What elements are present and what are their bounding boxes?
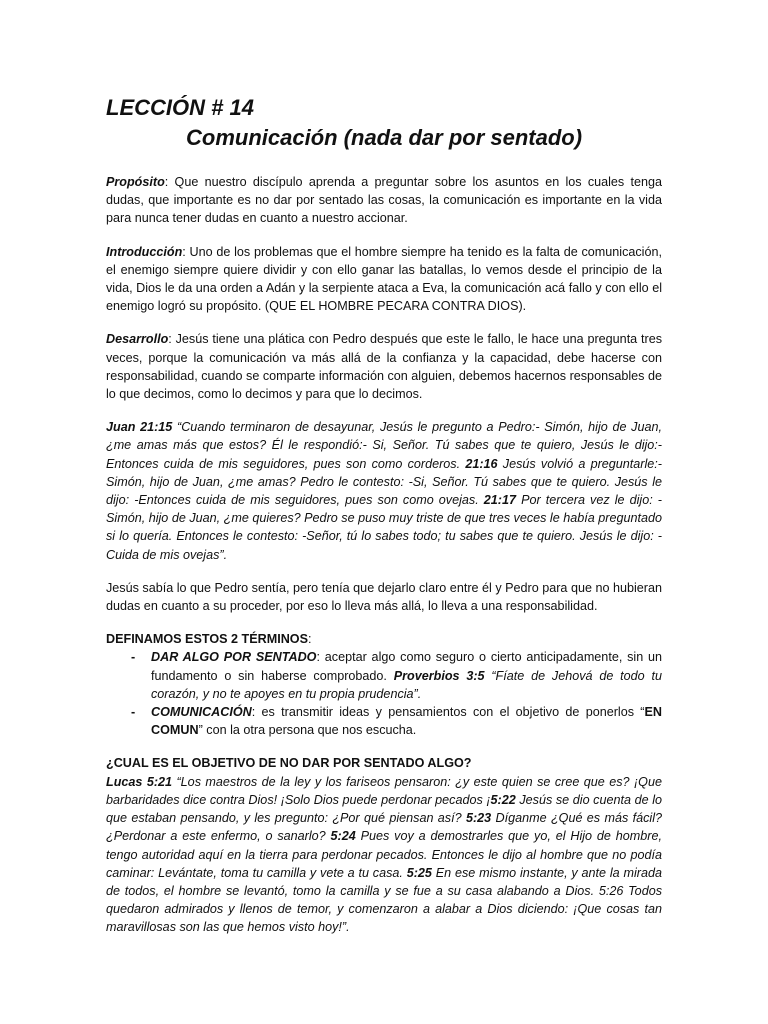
pedro-paragraph: Jesús sabía lo que Pedro sentía, pero tenía que dejarlo claro entre él y Pedro para que no hubieran dudas en cuanto a su proceder, por eso lo lleva más allá, lo lleva a una responsabilidad. xyxy=(106,580,662,614)
lucas-ref-5-22: 5:22 xyxy=(490,792,516,807)
term2-bold: EN COMUN xyxy=(151,705,662,738)
juan-text-2: Jesús volvió a preguntarle:- Simón, hijo de Juan, ¿me amas? Pedro le contesto: -Si, Señor. Tú sabes que te quiero. Jesús le dijo: -Entonces cuida de mis seguidores, pues son como ovejas. xyxy=(106,456,662,508)
proposito-paragraph xyxy=(106,173,662,228)
juan-text-3: Por tercera vez le dijo: -Simón, hijo de Juan, ¿me quieres? Pedro se puso muy triste de que tres veces le había preguntado si lo quería. Entonces le contesto: -Señor, tú lo sabes todo; tu sabes que te quiero. Jesús le dijo: -Cuida de mis ovejas”. xyxy=(106,493,662,562)
lucas-ref-5-23: 5:23 xyxy=(465,811,492,826)
terms-heading-text: DEFINAMOS ESTOS 2 TÉRMINOS xyxy=(106,632,308,647)
term1-text: : aceptar algo como seguro o cierto anticipadamente, sin un fundamento o sin haberse comprobado. xyxy=(151,650,662,683)
terms-list xyxy=(106,648,662,739)
term1-quote: “Fíate de Jehová de todo tu corazón, y no te apoyes en tu propia prudencia”. xyxy=(151,668,662,701)
term-comunicacion xyxy=(131,703,662,739)
term1-label: DAR ALGO POR SENTADO xyxy=(151,650,317,665)
juan-passage xyxy=(106,418,662,564)
term2-text: : es transmitir ideas y pensamientos con el objetivo de ponerlos “ xyxy=(251,705,645,720)
introduccion-paragraph xyxy=(106,243,662,316)
objetivo-heading: ¿CUAL ES EL OBJETIVO DE NO DAR POR SENTADO ALGO? xyxy=(106,756,472,771)
term2-label: COMUNICACIÓN xyxy=(151,705,252,720)
lucas-text-4: Pues voy a demostrarles que yo, el Hijo de hombre, tengo autoridad aquí en la tierra para perdonar pecados. Entonces le dijo al hombre que no podía caminar: Levántate, toma tu camilla y vete a tu casa. xyxy=(106,829,662,880)
terms-heading xyxy=(106,630,662,648)
lucas-text-3: Díganme ¿Qué es más fácil? ¿Perdonar a este enfermo, o sanarlo? xyxy=(106,811,662,844)
juan-ref-21-16: 21:16 xyxy=(465,456,498,471)
lucas-text-1: “Los maestros de la ley y los fariseos pensaron: ¿y este quien se cree que es? ¡Que barbaridades dice contra Dios! ¡Solo Dios puede perdonar pecados ¡ xyxy=(106,774,662,807)
introduccion-text: : Uno de los problemas que el hombre siempre ha tenido es la falta de comunicación, el enemigo siempre quiere dividir y con ello ganar las batallas, lo vemos desde el principio de la vida, Dios le da una orden a Adán y la serpiente ataca a Eva, la comunicación acá fallo y con ello el enemigo logró su propósito. (QUE EL HOMBRE PECARA CONTRA DIOS). xyxy=(106,244,662,314)
document-content xyxy=(106,93,662,937)
lucas-text-2: Jesús se dio cuenta de lo que estaban pensando, y les pregunto: ¿Por qué piensan así? xyxy=(106,792,662,826)
desarrollo-label: Desarrollo xyxy=(106,332,169,347)
lucas-text-5: En ese mismo instante, y ante la mirada de todos, el hombre se levantó, tomo la camilla y se fue a su casa alabando a Dios. 5:26 Todos quedaron admirados y llenos de temor, y comenzaron a alabar a Dios diciendo: ¡Que cosas tan maravillosas son las que hemos visto hoy!”. xyxy=(106,865,663,935)
terms-heading-colon: : xyxy=(308,632,312,647)
term1-ref: Proverbios 3:5 xyxy=(393,668,485,683)
lucas-ref-5-24: 5:24 xyxy=(330,829,356,844)
lucas-ref-5-25: 5:25 xyxy=(406,865,432,880)
term2-tail: ” con la otra persona que nos escucha. xyxy=(198,723,417,738)
juan-ref-21-17: 21:17 xyxy=(483,493,516,508)
term-dar-por-sentado xyxy=(131,648,662,703)
proposito-label: Propósito xyxy=(106,175,165,189)
juan-ref-21-15: Juan 21:15 xyxy=(106,420,173,435)
lucas-ref-5-21: Lucas 5:21 xyxy=(106,774,173,789)
desarrollo-text: : Jesús tiene una plática con Pedro después que este le fallo, le hace una pregunta tres veces, porque la comunicación va más allá de la confianza y la capacidad, debe hacerse con responsabilidad, cuando se comparte información con alguien, debemos hacernos responsables de lo que decimos, como lo decimos y para que lo decimos. xyxy=(106,332,662,402)
term-dash-2: - xyxy=(131,705,136,720)
juan-text-1: “Cuando terminaron de desayunar, Jesús le pregunto a Pedro:- Simón, hijo de Juan, ¿me amas más que estos? Él le respondió:- Si, Señor. Tú sabes que te quiero, Jesús le dijo:- Entonces cuida de mis seguidores, pues son como corderos. xyxy=(106,420,662,471)
desarrollo-paragraph xyxy=(106,330,662,403)
lucas-passage xyxy=(106,773,662,937)
lesson-subtitle: Comunicación (nada dar por sentado) xyxy=(186,125,583,150)
lesson-number-title: LECCIÓN # 14 xyxy=(106,95,254,120)
proposito-text: : Que nuestro discípulo aprenda a preguntar sobre los asuntos en los cuales tenga dudas, que importante es no dar por sentado las cosas, la comunicación es importante en la vida para nunca tener dudas en cuanto a nuestro accionar. xyxy=(106,175,662,226)
term-dash-1: - xyxy=(131,650,136,665)
introduccion-label: Introducción xyxy=(106,244,183,259)
